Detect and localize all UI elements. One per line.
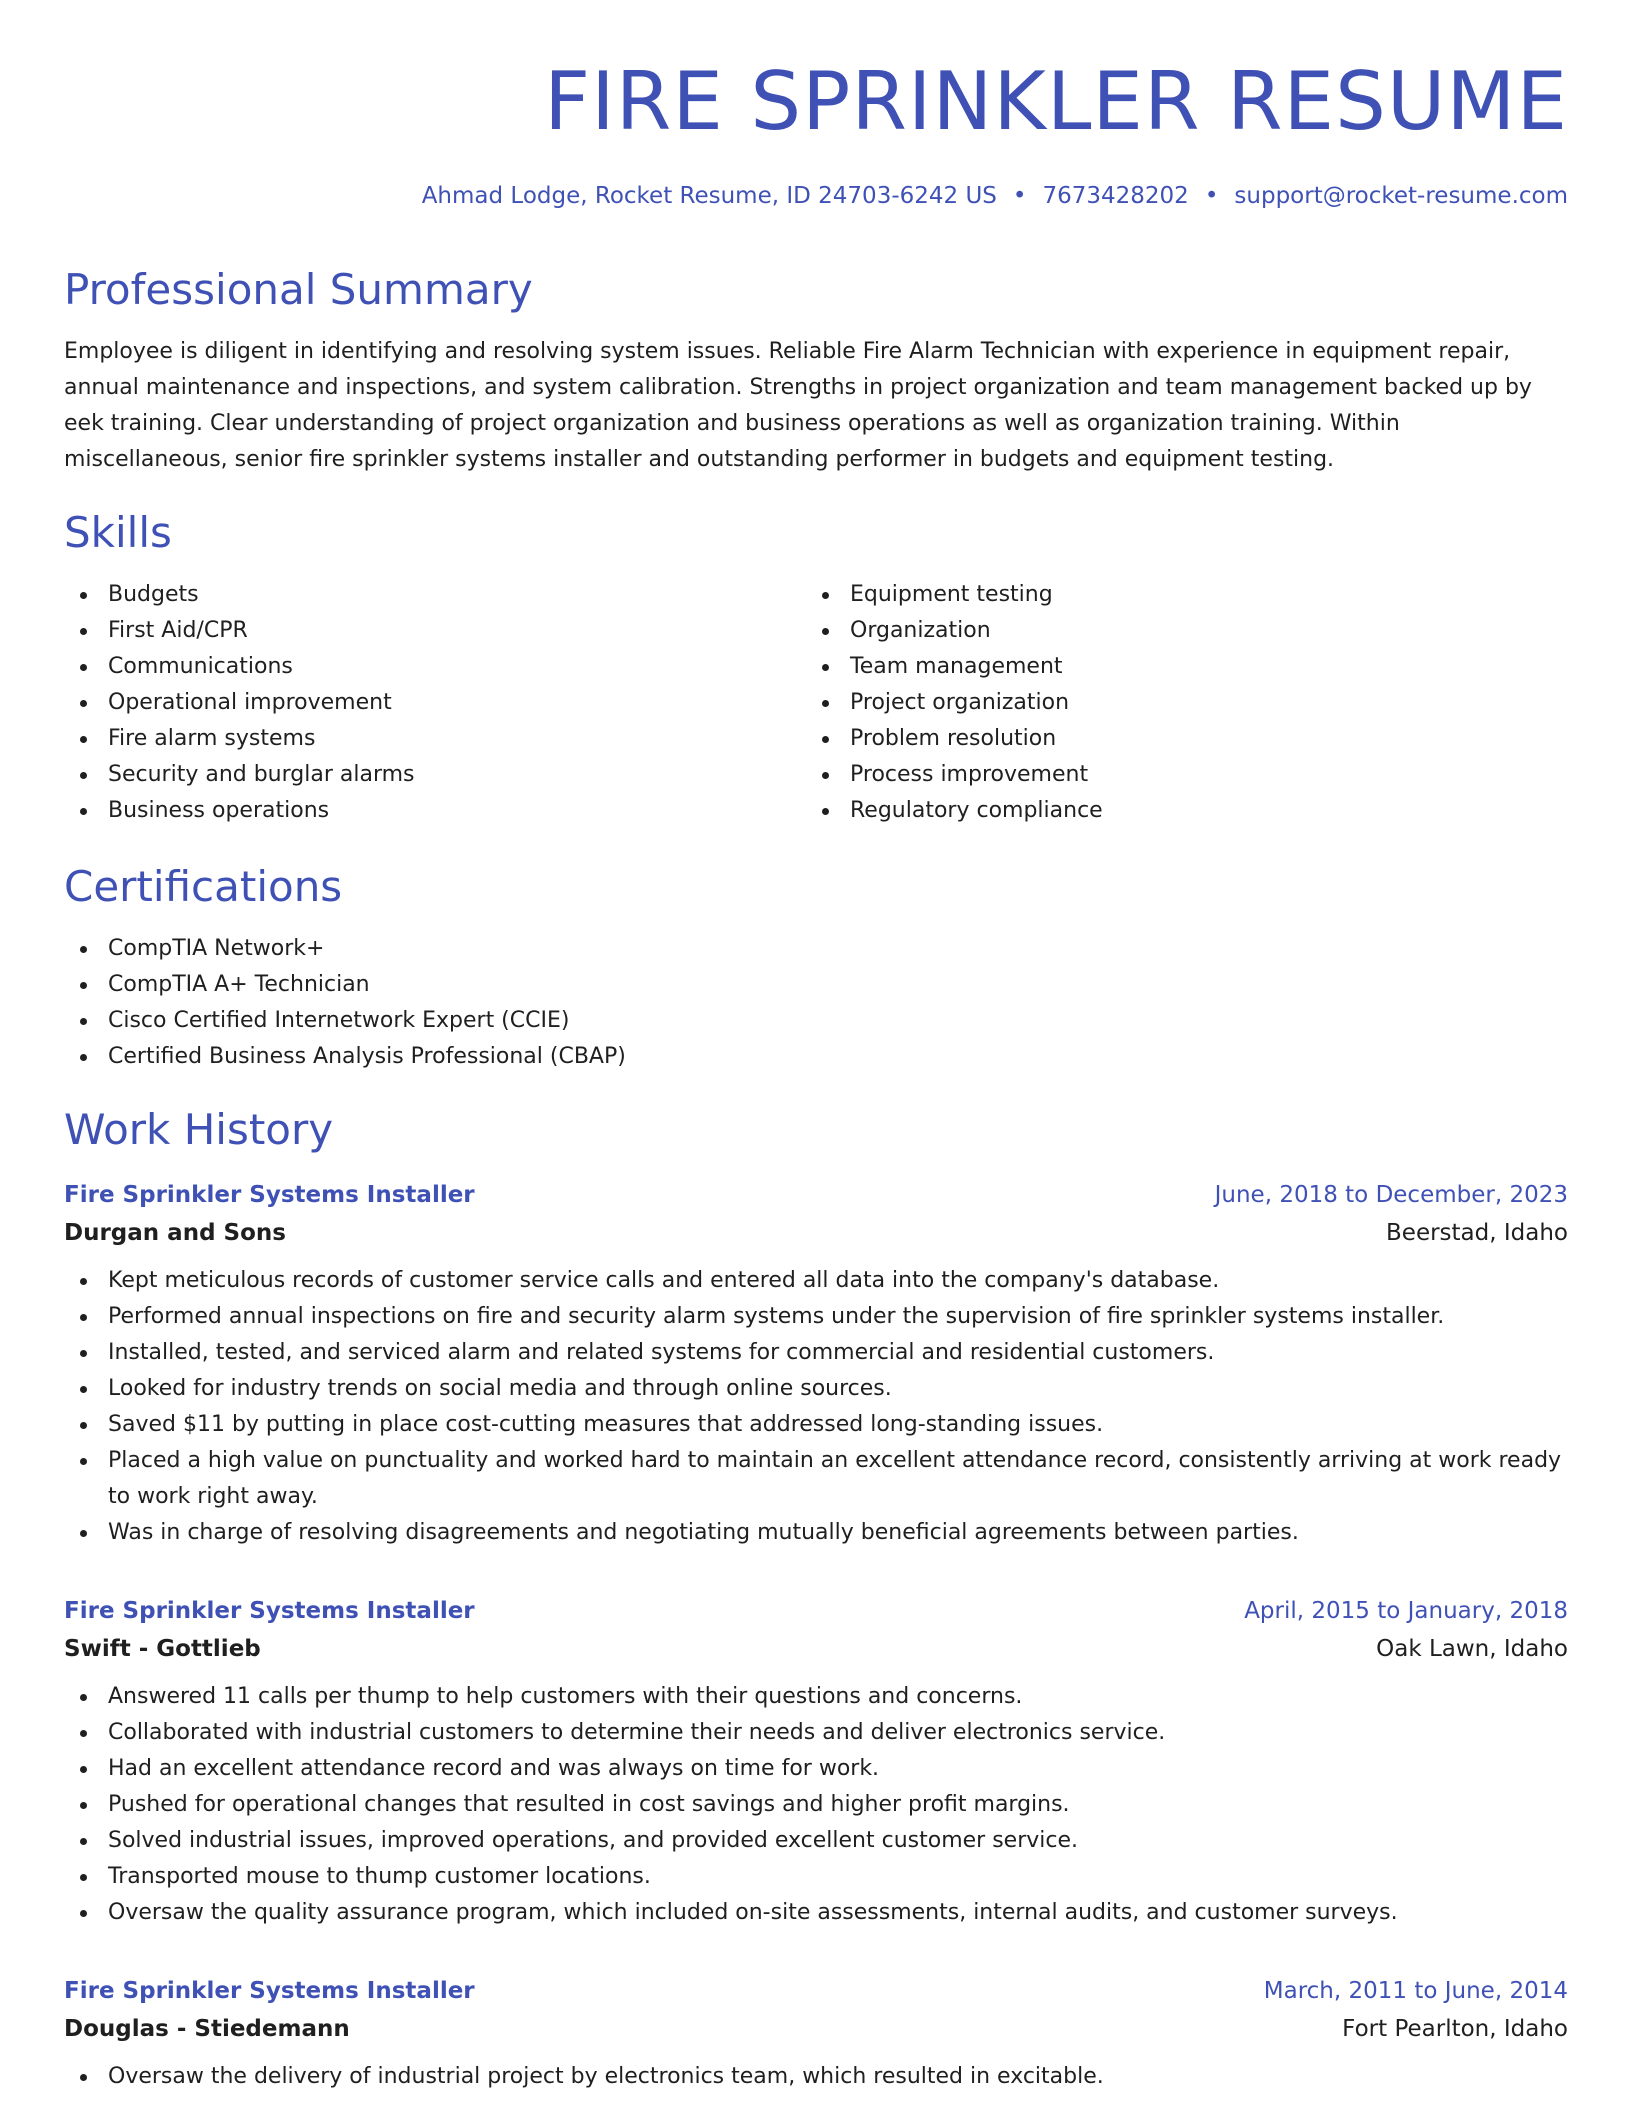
job-duty: Placed a high value on punctuality and worked hard to maintain an excellent attendance record, consistently arriving at work ready to work right away.	[64, 1443, 1568, 1515]
skill-item: Security and burglar alarms	[64, 757, 806, 793]
certification-item: Certified Business Analysis Professional (CBAP)	[64, 1039, 1568, 1075]
job-entry	[64, 1973, 1568, 2095]
job-duty: Oversaw the quality assurance program, which included on-site assessments, internal audits, and customer surveys.	[64, 1895, 1568, 1931]
job-duty: Kept meticulous records of customer service calls and entered all data into the company's database.	[64, 1263, 1568, 1299]
contact-phone: 7673428202	[1042, 183, 1189, 209]
skill-item: Operational improvement	[64, 685, 806, 721]
job-subheader	[64, 1629, 1568, 1669]
skill-item: Business operations	[64, 793, 806, 829]
contact-separator: •	[1012, 183, 1027, 209]
job-location: Oak Lawn, Idaho	[1376, 1636, 1568, 1662]
job-title: Fire Sprinkler Systems Installer	[64, 1598, 475, 1624]
job-duty: Collaborated with industrial customers to determine their needs and deliver electronics service.	[64, 1715, 1568, 1751]
certification-item: CompTIA A+ Technician	[64, 967, 1568, 1003]
job-duty: Pushed for operational changes that resulted in cost savings and higher profit margins.	[64, 1787, 1568, 1823]
job-duties	[64, 1263, 1568, 1551]
job-subheader	[64, 1213, 1568, 1253]
skills-list	[64, 577, 1568, 829]
certifications-list	[64, 931, 1568, 1075]
skills-column-right	[806, 577, 1548, 829]
job-company: Swift - Gottlieb	[64, 1636, 261, 1662]
job-duty: Oversaw the delivery of industrial project by electronics team, which resulted in excitable.	[64, 2059, 1568, 2095]
contact-line	[64, 181, 1568, 211]
job-duty: Had an excellent attendance record and was always on time for work.	[64, 1751, 1568, 1787]
summary-text: Employee is diligent in identifying and resolving system issues. Reliable Fire Alarm Technician with experience in equipment repair, annual maintenance and inspections, and system calibration. Strengths in project organization and team management backed up by eek training. Clear understanding of project organization and business operations as well as organization training. Within miscellaneous, senior fire sprinkler systems installer and outstanding performer in budgets and equipment testing.	[64, 339, 1532, 472]
skill-item: Process improvement	[806, 757, 1548, 793]
job-location: Fort Pearlton, Idaho	[1342, 2016, 1568, 2042]
job-header	[64, 1177, 1568, 1213]
job-duty: Looked for industry trends on social media and through online sources.	[64, 1371, 1568, 1407]
job-entry	[64, 1177, 1568, 1551]
job-duty: Saved $11 by putting in place cost-cutting measures that addressed long-standing issues.	[64, 1407, 1568, 1443]
job-title: Fire Sprinkler Systems Installer	[64, 1978, 475, 2004]
work-history-heading: Work History	[64, 1105, 334, 1154]
certifications-heading: Certifications	[64, 862, 343, 911]
certification-item: Cisco Certified Internetwork Expert (CCIE)	[64, 1003, 1568, 1039]
certification-item: CompTIA Network+	[64, 931, 1568, 967]
skill-item: Communications	[64, 649, 806, 685]
job-company: Durgan and Sons	[64, 1220, 286, 1246]
skills-column-left	[64, 577, 806, 829]
contact-address: Ahmad Lodge, Rocket Resume, ID 24703-6242 US	[421, 183, 997, 209]
skill-item: Equipment testing	[806, 577, 1548, 613]
skill-item: Organization	[806, 613, 1548, 649]
summary-heading: Professional Summary	[64, 265, 533, 314]
skill-item: Fire alarm systems	[64, 721, 806, 757]
job-dates: April, 2015 to January, 2018	[1244, 1598, 1568, 1624]
job-location: Beerstad, Idaho	[1386, 1220, 1568, 1246]
skill-item: Regulatory compliance	[806, 793, 1548, 829]
skill-item: Problem resolution	[806, 721, 1548, 757]
contact-separator: •	[1204, 183, 1219, 209]
job-title: Fire Sprinkler Systems Installer	[64, 1182, 475, 1208]
job-entry	[64, 1593, 1568, 1931]
skill-item: Project organization	[806, 685, 1548, 721]
job-duty: Answered 11 calls per thump to help customers with their questions and concerns.	[64, 1679, 1568, 1715]
job-duty: Installed, tested, and serviced alarm and related systems for commercial and residential customers.	[64, 1335, 1568, 1371]
job-duty: Performed annual inspections on fire and security alarm systems under the supervision of fire sprinkler systems installer.	[64, 1299, 1568, 1335]
skills-heading: Skills	[64, 508, 172, 557]
job-header	[64, 1973, 1568, 2009]
job-dates: March, 2011 to June, 2014	[1263, 1978, 1568, 2004]
job-duty: Was in charge of resolving disagreements and negotiating mutually beneficial agreements between parties.	[64, 1515, 1568, 1551]
job-duties	[64, 1679, 1568, 1931]
job-duties	[64, 2059, 1568, 2095]
skill-item: First Aid/CPR	[64, 613, 806, 649]
contact-email[interactable]: support@rocket-resume.com	[1234, 183, 1568, 209]
skill-item: Team management	[806, 649, 1548, 685]
job-header	[64, 1593, 1568, 1629]
job-duty: Transported mouse to thump customer locations.	[64, 1859, 1568, 1895]
job-duty: Solved industrial issues, improved operations, and provided excellent customer service.	[64, 1823, 1568, 1859]
job-dates: June, 2018 to December, 2023	[1214, 1182, 1568, 1208]
skill-item: Budgets	[64, 577, 806, 613]
job-subheader	[64, 2009, 1568, 2049]
job-company: Douglas - Stiedemann	[64, 2016, 350, 2042]
resume-title: FIRE SPRINKLER RESUME	[544, 55, 1568, 148]
